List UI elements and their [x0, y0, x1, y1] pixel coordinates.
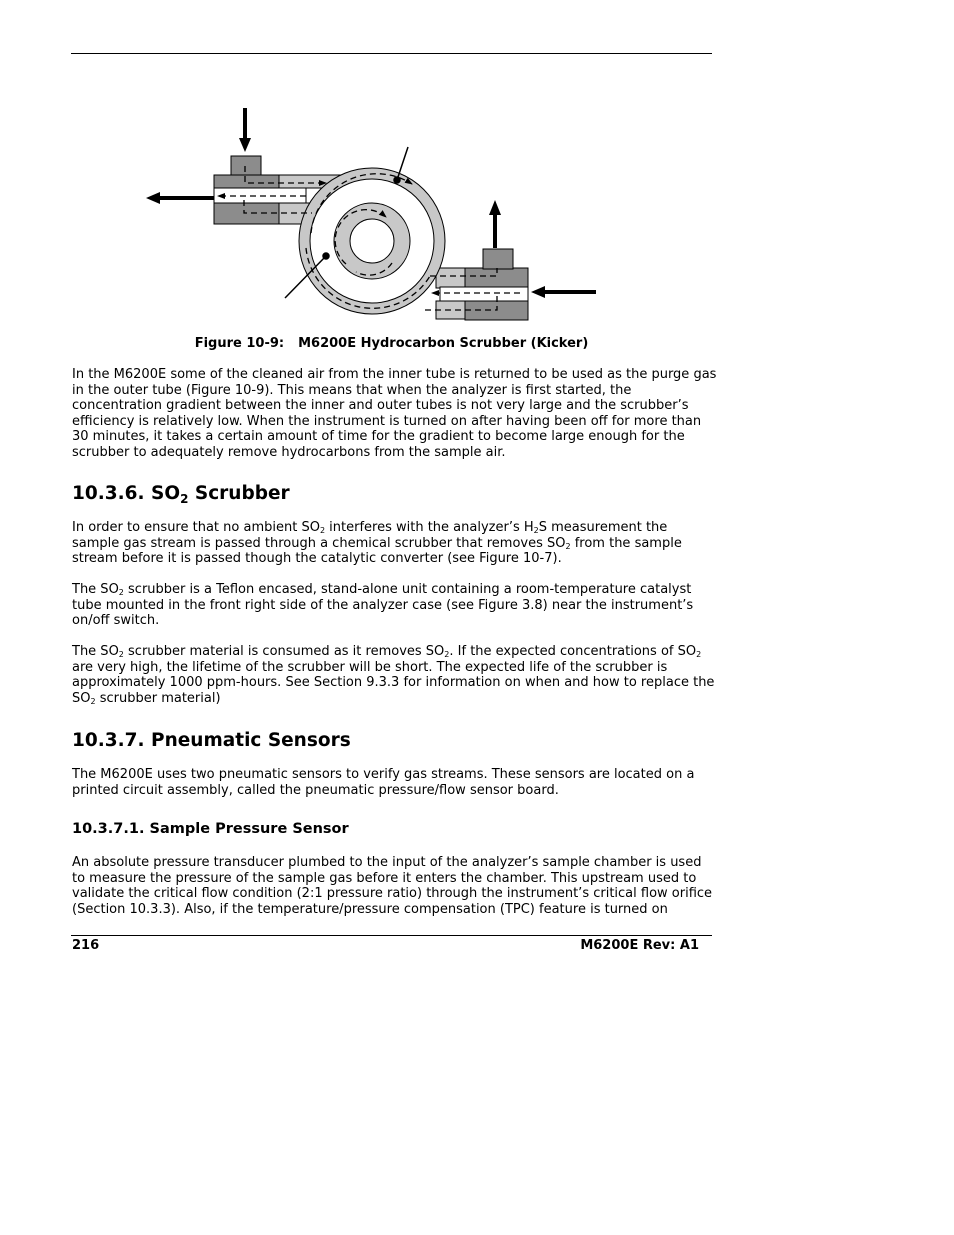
text-run: interferes with the analyzer’s H: [325, 520, 534, 535]
document-revision: M6200E Rev: A1: [580, 938, 699, 953]
heading-text: Scrubber: [188, 483, 290, 504]
figure-title: M6200E Hydrocarbon Scrubber (Kicker): [298, 336, 589, 351]
subscript: 2: [118, 588, 124, 597]
subscript: 2: [533, 526, 539, 535]
subscript: 2: [180, 492, 189, 506]
text-run: The SO: [72, 582, 119, 597]
footer-rule: [71, 935, 712, 936]
text-run: S measurement the sample gas stream is passed through a chemical scrubber that removes SO: [72, 520, 668, 551]
figure-number: Figure 10-9:: [194, 336, 285, 351]
inlet-arrow-down: [239, 138, 251, 152]
subscript: 2: [444, 650, 450, 659]
text-run: . If the expected concentrations of SO: [449, 644, 697, 659]
section-so2-heading: [72, 483, 290, 504]
subscript: 2: [118, 650, 124, 659]
text-run: scrubber is a Teflon encased, stand-alone unit containing a room-temperature catalyst tube mounted in the front right side of the analyzer case (see Figure 3.8) near the instrument’s on/off switch.: [72, 582, 694, 628]
subscript: 2: [319, 526, 326, 535]
text-run: scrubber material): [95, 690, 221, 706]
text-run: scrubber material is consumed as it removes SO: [123, 644, 445, 659]
sample-pressure-paragraph: An absolute pressure transducer plumbed to the input of the analyzer’s sample chamber is used to measure the pressure of the sample gas before it enters the chamber. This upstream used to validate the critical flow condition (2:1 pressure ratio) through the instrument’s critical flow orifice (Section 10.3.3). Also, if the temperature/pressure compensation (TPC) feature is turned on: [72, 855, 713, 917]
so2-paragraph-3: [72, 644, 717, 706]
pneumatic-paragraph: The M6200E uses two pneumatic sensors to verify gas streams. These sensors are located on a printed circuit assembly, called the pneumatic pressure/flow sensor board.: [72, 767, 695, 798]
page-number: 216: [72, 938, 100, 953]
outlet-arrow-up: [489, 200, 501, 215]
subscript: 2: [565, 541, 571, 551]
outlet-arrow-left: [146, 192, 160, 204]
so2-paragraph-2: [72, 582, 717, 629]
section-pneumatic-heading: 10.3.7. Pneumatic Sensors: [72, 730, 351, 751]
scrubber-diagram: [140, 100, 610, 325]
so2-paragraph-1: [72, 520, 717, 567]
text-run: from the sample stream before it is passed though the catalytic converter (see Figure 10-7).: [72, 535, 682, 566]
scrubber-coil: [299, 168, 445, 314]
inlet-arrow-left: [531, 286, 545, 298]
subscript: 2: [90, 696, 96, 706]
heading-text: 10.3.6. SO: [72, 483, 181, 504]
intro-paragraph: In the M6200E some of the cleaned air from the inner tube is returned to be used as the purge gas in the outer tube (Figure 10-9). This means that when the analyzer is first started, the concentration gradient between the inner and outer tubes is not very large and the scrubber’s efficiency is relatively low. When the instrument is turned on after having been off for more than 30 minutes, it takes a certain amount of time for the gradient to become large enough for the scrubber to adequately remove hydrocarbons from the sample air.: [72, 367, 717, 460]
subscript: 2: [696, 650, 702, 659]
text-run: In order to ensure that no ambient SO: [72, 520, 320, 535]
header-rule: [71, 53, 712, 54]
figure-caption: [71, 336, 712, 351]
sample-pressure-heading: 10.3.7.1. Sample Pressure Sensor: [72, 821, 349, 837]
text-run: The SO: [72, 644, 119, 659]
text-run: are very high, the lifetime of the scrubber will be short. The expected life of the scrubber is approximately 1000 ppm-hours. See Section 9.3.3 for information on when and how to replace the SO: [72, 659, 715, 706]
